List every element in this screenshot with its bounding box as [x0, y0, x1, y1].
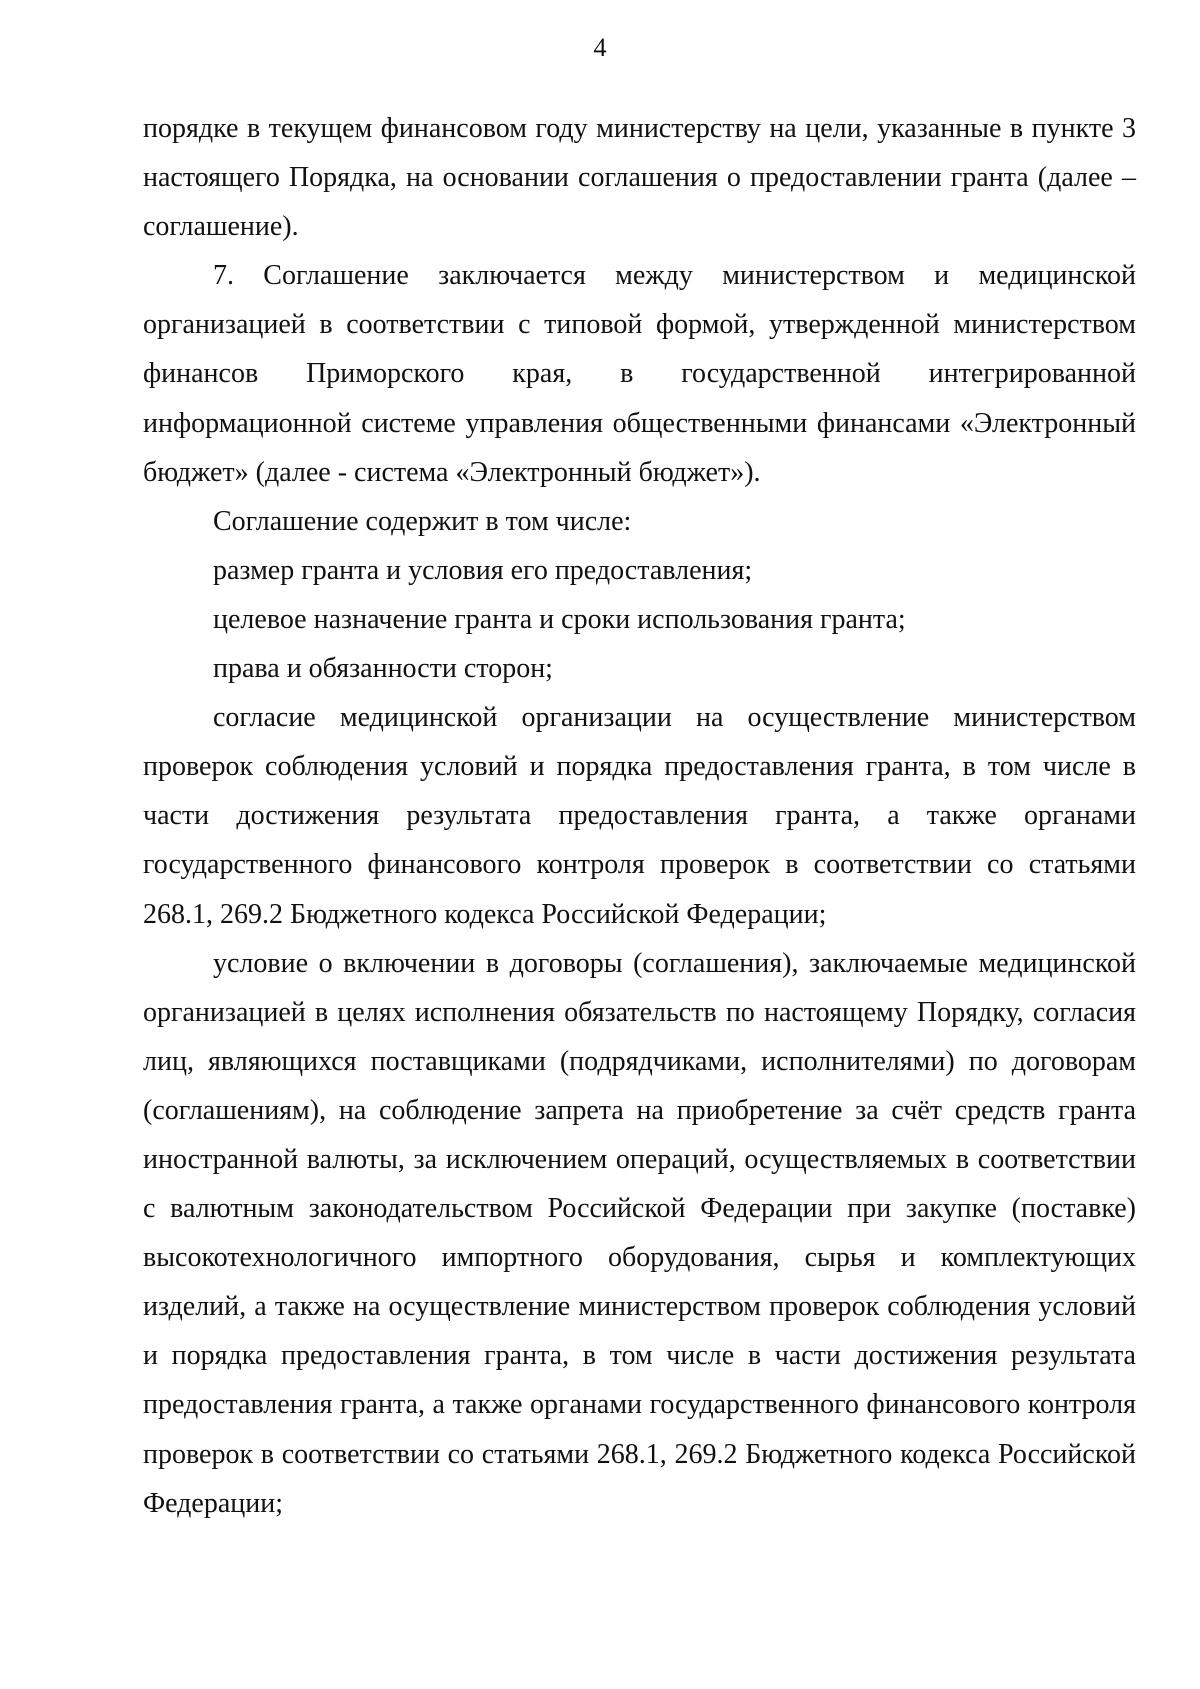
paragraph-item-7: 7. Соглашение заключается между министерством и медицинской организацией в соответствии с типовой формой, утвержденной министерством финансов Приморского края, в государственной интегрированной информационной системе управления общественными финансами «Электронный бюджет» (далее - система «Электронный бюджет»). [143, 260, 1136, 488]
list-item-grant-size: размер гранта и условия его предоставления; [213, 554, 753, 586]
list-item-consent-checks: согласие медицинской организации на осуществление министерством проверок соблюдения условий и порядка предоставления гранта, в том числе в части достижения результата предоставления гранта, а также органами государственного финансового контроля проверок в соответствии со статьями 268.1, 269.2 Бюджетного кодекса Российской Федерации; [143, 702, 1136, 930]
list-item-contract-condition: условие о включении в договоры (соглашения), заключаемые медицинской организацией в целях исполнения обязательств по настоящему Порядку, согласия лиц, являющихся поставщиками (подрядчиками, исполнителями) по договорам (соглашениям), на соблюдение запрета на приобретение за счёт средств гранта иностранной валюты, за исключением операций, осуществляемых в соответствии с валютным законодательством Российской Федерации при закупке (поставке) высокотехнологичного импортного оборудования, сырья и комплектующих изделий, а также на осуществление министерством проверок соблюдения условий и порядка предоставления гранта, в том числе в части достижения результата предоставления гранта, а также органами государственного финансового контроля проверок в соответствии со статьями 268.1, 269.2 Бюджетного кодекса Российской Федерации; [143, 947, 1136, 1519]
page-number: 4 [593, 33, 607, 62]
list-item-grant-purpose: целевое назначение гранта и сроки использования гранта; [213, 603, 906, 635]
document-body [143, 104, 1136, 1528]
paragraph-agreement-contents: Соглашение содержит в том числе: [213, 505, 632, 537]
paragraph-continuation: порядке в текущем финансовом году министерству на цели, указанные в пункте 3 настоящего Порядка, на основании соглашения о предоставлении гранта (далее – соглашение). [143, 113, 1136, 243]
list-item-rights-obligations: права и обязанности сторон; [213, 653, 553, 685]
